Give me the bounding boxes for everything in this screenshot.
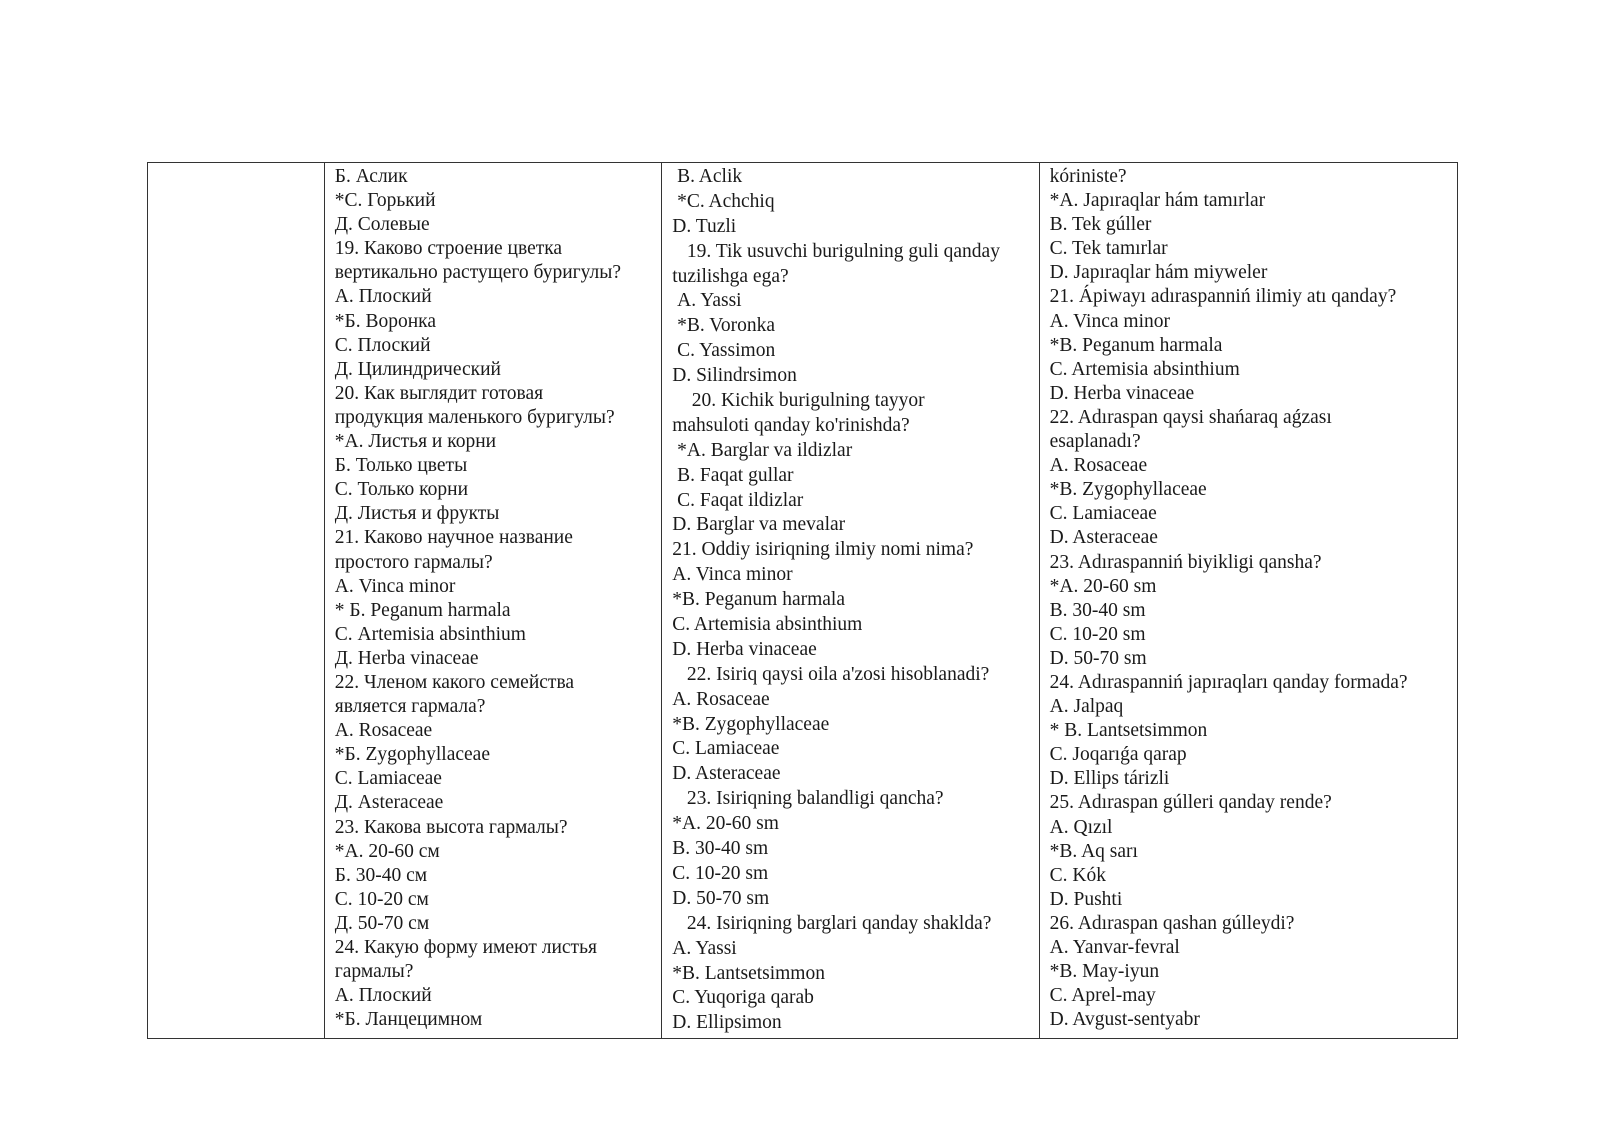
text-line: D. Ellips tárizli	[1049, 768, 1170, 790]
text-line: C. Yuqoriga qarab	[672, 987, 814, 1009]
text-line: *С. Горький	[334, 190, 436, 212]
text-line: B. Faqat gullar	[672, 464, 794, 486]
table-cell-russian	[324, 163, 661, 1038]
text-line: *B. Peganum harmala	[1049, 334, 1223, 356]
text-line: D. Ellipsimon	[672, 1012, 782, 1034]
text-line: C. Tek tamırlar	[1049, 238, 1168, 260]
text-line: A. Yassi	[672, 937, 737, 959]
text-line: С. Lamiaceae	[334, 768, 442, 790]
text-line: Д. 50-70 см	[334, 912, 430, 934]
text-line: *B. Zygophyllaceae	[672, 713, 830, 735]
text-line: C. Artemisia absinthium	[1049, 358, 1240, 380]
text-line: *Б. Воронка	[334, 310, 436, 332]
text-line: С. Плоский	[334, 334, 431, 356]
text-line: D. Silindrsimon	[672, 365, 797, 387]
text-line: esaplanadı?	[1049, 431, 1141, 453]
text-line: простого гармалы?	[334, 551, 493, 573]
text-line: 25. Adıraspan gúlleri qanday rende?	[1049, 792, 1332, 814]
text-line: B. 30-40 sm	[1049, 599, 1146, 621]
text-line: mahsuloti qanday ko'rinishda?	[672, 414, 910, 436]
text-line: C. Faqat ildizlar	[672, 489, 804, 511]
text-line: C. Yassimon	[672, 340, 776, 362]
text-line: Б. Аслик	[334, 166, 408, 187]
text-line: 22. Adıraspan qaysi shańaraq aǵzası	[1049, 406, 1332, 428]
text-line: Д. Asteraceae	[334, 792, 444, 814]
text-line: 21. Ápiwayı adıraspanniń ilimiy atı qanday?	[1049, 286, 1397, 308]
text-line: 24. Adıraspanniń japıraqları qanday formada?	[1049, 671, 1408, 693]
text-line: *Б. Ланцецимном	[334, 1009, 483, 1031]
text-line: C. 10-20 sm	[1049, 623, 1146, 645]
text-line: D. Barglar va mevalar	[672, 514, 846, 536]
text-line: C. Artemisia absinthium	[672, 614, 863, 636]
text-line: D. Asteraceae	[1049, 527, 1158, 549]
text-line: Д. Herba vinaceae	[334, 647, 479, 669]
text-line: *A. Barglar va ildizlar	[672, 439, 853, 461]
text-line: 26. Adıraspan qashan gúlleydi?	[1049, 912, 1295, 934]
text-line: B. 30-40 sm	[672, 838, 769, 860]
text-line: 23. Какова высота гармалы?	[334, 816, 568, 838]
text-line: 19. Tik usuvchi burigulning guli qanday	[672, 240, 1000, 262]
text-line: A. Yanvar-fevral	[1049, 937, 1180, 958]
text-line: С. Artemisia absinthium	[334, 623, 526, 645]
text-line: C. Lamiaceae	[672, 738, 780, 760]
text-line: С. Только корни	[334, 479, 469, 501]
text-line: * Б. Peganum harmala	[334, 599, 511, 621]
text-line: *B. Aq sarı	[1049, 840, 1138, 862]
table-cell-karakalpak	[1039, 163, 1457, 1038]
text-line: 20. Как выглядит готовая	[334, 382, 544, 404]
text-line: A. Rosaceae	[672, 688, 770, 710]
table-cell-blank	[148, 163, 324, 1038]
text-line: Д. Листья и фрукты	[334, 503, 500, 525]
text-line: является гармала?	[334, 696, 486, 718]
text-line: D. Tuzli	[672, 215, 737, 237]
text-line: A. Vinca minor	[672, 564, 793, 586]
text-line: D. Herba vinaceae	[1049, 382, 1195, 404]
text-line: 24. Какую форму имеют листья	[334, 937, 597, 958]
text-line: *C. Achchiq	[672, 190, 775, 212]
text-line: 23. Adıraspanniń biyikligi qansha?	[1049, 551, 1322, 573]
text-line: D. Japıraqlar hám miyweler	[1049, 262, 1268, 284]
text-line: 22. Членом какого семейства	[334, 671, 575, 693]
text-line: гармалы?	[334, 961, 414, 983]
text-line: вертикально растущего буригулы?	[334, 262, 622, 284]
text-line: *B. Lantsetsimmon	[672, 962, 825, 984]
text-line: A. Vinca minor	[1049, 310, 1170, 332]
text-line: A. Rosaceae	[1049, 455, 1148, 477]
text-line: B. Tek gúller	[1049, 214, 1152, 236]
text-line: 23. Isiriqning balandligi qancha?	[672, 788, 944, 810]
text-line: C. Kók	[1049, 864, 1106, 886]
text-line: *B. Peganum harmala	[672, 589, 845, 611]
text-line: *A. Japıraqlar hám tamırlar	[1049, 190, 1266, 212]
text-line: * B. Lantsetsimmon	[1049, 720, 1208, 742]
text-line: tuzilishga ega?	[672, 265, 789, 287]
text-line: 21. Каково научное название	[334, 527, 573, 549]
text-line: D. 50-70 sm	[672, 887, 770, 909]
text-line: C. Aprel-may	[1049, 985, 1156, 1007]
text-line: А. Плоский	[334, 985, 432, 1007]
text-line: Д. Цилиндрический	[334, 358, 501, 380]
quiz-table	[147, 162, 1458, 1039]
text-line: D. Asteraceae	[672, 763, 781, 785]
text-line: *B. Voronka	[672, 315, 775, 337]
text-line: D. Pushti	[1049, 888, 1123, 910]
text-line: *B. May-iyun	[1049, 961, 1160, 983]
text-line: продукция маленького буригулы?	[334, 406, 615, 428]
table-cell-uzbek	[661, 163, 1038, 1038]
text-line: A. Jalpaq	[1049, 696, 1124, 718]
text-line: А. Плоский	[334, 286, 432, 308]
text-line: C. 10-20 sm	[672, 862, 769, 884]
text-line: *А. Листья и корни	[334, 431, 497, 453]
text-line: С. 10-20 см	[334, 888, 429, 910]
text-line: 21. Oddiy isiriqning ilmiy nomi nima?	[672, 539, 974, 561]
text-line: C. Lamiaceae	[1049, 503, 1157, 525]
text-line: 19. Каково строение цветка	[334, 238, 563, 260]
text-line: Б. 30-40 см	[334, 864, 428, 886]
text-line: *Б. Zygophyllaceae	[334, 744, 490, 766]
text-line: kóriniste?	[1049, 166, 1127, 187]
text-line: B. Aclik	[672, 166, 743, 187]
text-line: D. Herba vinaceae	[672, 638, 817, 660]
text-line: *A. 20-60 sm	[1049, 575, 1157, 597]
text-line: C. Joqarıǵa qarap	[1049, 744, 1187, 766]
text-line: А. Vinca minor	[334, 575, 456, 597]
text-line: A. Yassi	[672, 290, 742, 312]
text-line: D. Avgust-sentyabr	[1049, 1009, 1200, 1031]
text-line: 20. Kichik burigulning tayyor	[672, 390, 925, 412]
text-line: *A. 20-60 sm	[672, 813, 779, 835]
text-line: A. Qızıl	[1049, 816, 1113, 838]
text-line: Д. Солевые	[334, 214, 430, 236]
text-line: *А. 20-60 см	[334, 840, 440, 862]
text-line: D. 50-70 sm	[1049, 647, 1147, 669]
text-line: 22. Isiriq qaysi oila a'zosi hisoblanadi?	[672, 663, 990, 685]
text-line: *B. Zygophyllaceae	[1049, 479, 1207, 501]
text-line: 24. Isiriqning barglari qanday shaklda?	[672, 912, 992, 934]
text-line: Б. Только цветы	[334, 455, 468, 477]
text-line: А. Rosaceae	[334, 720, 433, 742]
